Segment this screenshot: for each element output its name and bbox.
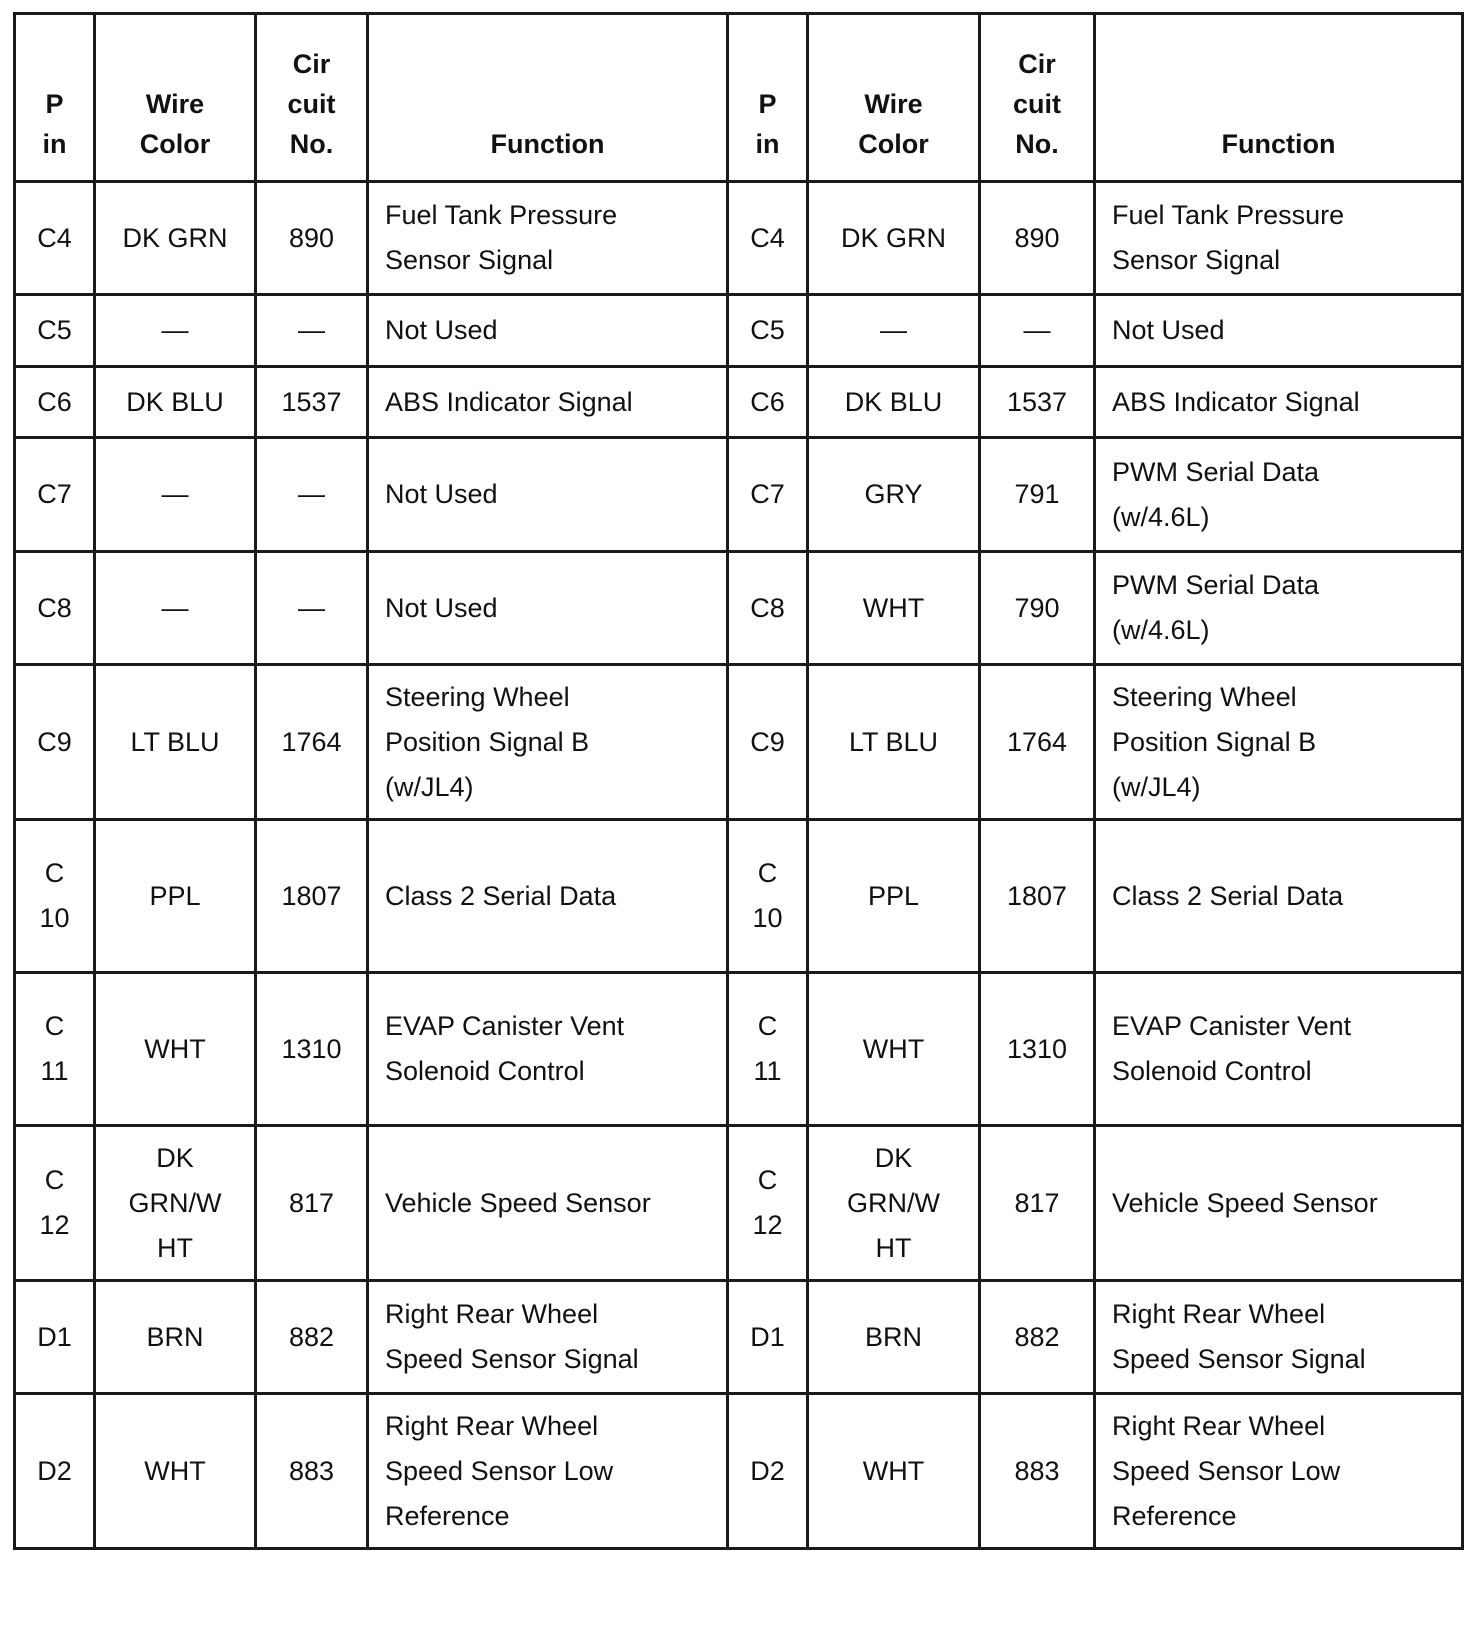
pin-cell-line: C	[44, 1011, 65, 1041]
wire-color-cell-line: DK BLU	[844, 386, 943, 417]
wire-color-cell	[808, 552, 980, 665]
header-row	[15, 14, 1463, 182]
function-cell-line: Not Used	[385, 479, 498, 509]
circuit-number-cell: 817	[980, 1126, 1095, 1281]
wire-color-cell	[95, 973, 256, 1126]
pin-cell	[15, 438, 95, 552]
pin-cell	[15, 1394, 95, 1549]
wire-color-cell-line: HT	[875, 1232, 912, 1263]
header-circuit-no: Cir cuit No.	[256, 14, 368, 182]
table-row	[15, 820, 1463, 973]
function-cell	[368, 1394, 728, 1549]
function-cell	[1095, 665, 1463, 820]
wire-color-cell	[808, 820, 980, 973]
pin-cell	[15, 552, 95, 665]
wire-color-cell	[95, 665, 256, 820]
wire-color-cell	[808, 367, 980, 438]
function-cell-line: Class 2 Serial Data	[1112, 880, 1344, 911]
wire-color-cell	[808, 973, 980, 1126]
pin-cell	[15, 182, 95, 295]
wire-color-cell	[95, 438, 256, 552]
function-cell	[1095, 295, 1463, 367]
circuit-number-cell: 1807	[256, 820, 368, 973]
circuit-number-cell: 882	[256, 1281, 368, 1394]
wire-color-cell-line: —	[880, 315, 907, 345]
wire-color-cell	[95, 1394, 256, 1549]
table-row	[15, 973, 1463, 1126]
table-row	[15, 1394, 1463, 1549]
wire-color-cell	[95, 820, 256, 973]
function-cell-line: Speed Sensor Signal	[385, 1344, 639, 1374]
circuit-number-cell: 1807	[980, 820, 1095, 973]
function-cell-line: (w/4.6L)	[1112, 501, 1210, 532]
pin-cell	[15, 820, 95, 973]
pin-cell-line: D1	[750, 1321, 785, 1352]
pin-cell-line: 11	[753, 1056, 782, 1086]
circuit-number-cell: 791	[980, 438, 1095, 552]
function-cell-line: (w/JL4)	[385, 771, 474, 802]
table-row	[15, 182, 1463, 295]
pin-cell-line: C7	[750, 479, 785, 509]
function-cell-line: Steering Wheel	[385, 681, 570, 712]
wire-color-cell	[808, 295, 980, 367]
function-cell	[1095, 367, 1463, 438]
circuit-number-cell: 882	[980, 1281, 1095, 1394]
pin-cell-line: C	[44, 858, 65, 888]
wire-color-cell-line: —	[161, 315, 189, 345]
function-cell-line: EVAP Canister Vent	[1112, 1011, 1352, 1041]
pin-cell	[15, 1126, 95, 1281]
circuit-number-cell: 1764	[980, 665, 1095, 820]
function-cell	[368, 438, 728, 552]
header-function: Function	[368, 14, 728, 182]
pin-cell	[728, 295, 808, 367]
circuit-number-cell: 817	[256, 1126, 368, 1281]
circuit-number-cell: —	[256, 438, 368, 552]
wire-color-cell-line: —	[161, 592, 189, 623]
wire-color-cell-line: DK BLU	[126, 386, 224, 417]
function-cell-line: Solenoid Control	[385, 1056, 585, 1086]
function-cell-line: Vehicle Speed Sensor	[385, 1187, 651, 1218]
function-cell-line: PWM Serial Data	[1112, 456, 1320, 487]
circuit-number-cell: 1537	[980, 367, 1095, 438]
function-cell-line: Position Signal B	[1112, 726, 1317, 757]
function-cell	[368, 367, 728, 438]
pin-cell-line: C6	[750, 386, 785, 417]
function-cell-line: Not Used	[385, 315, 498, 345]
circuit-number-cell: 890	[980, 182, 1095, 295]
pin-cell	[728, 1281, 808, 1394]
wire-color-cell-line: WHT	[144, 1455, 206, 1486]
pin-cell-line: 11	[40, 1056, 69, 1086]
function-cell-line: Fuel Tank Pressure	[385, 200, 618, 230]
pin-cell-line: 12	[39, 1210, 70, 1240]
function-cell-line: EVAP Canister Vent	[385, 1011, 625, 1041]
function-cell-line: Right Rear Wheel	[1112, 1299, 1326, 1329]
header-circuit-no: Cir cuit No.	[980, 14, 1095, 182]
table-row	[15, 552, 1463, 665]
function-cell-line: Sensor Signal	[1112, 245, 1281, 275]
wire-color-cell-line: GRN/W	[128, 1187, 222, 1218]
wire-color-cell	[95, 1281, 256, 1394]
function-cell-line: (w/4.6L)	[1112, 615, 1210, 645]
wire-color-cell	[95, 1126, 256, 1281]
pin-cell-line: C4	[37, 222, 72, 253]
wire-color-cell	[95, 295, 256, 367]
pin-cell	[15, 367, 95, 438]
wire-color-cell-line: LT BLU	[130, 726, 220, 757]
header-pin: P in	[728, 14, 808, 182]
function-cell	[1095, 1281, 1463, 1394]
wire-color-cell-line: PPL	[867, 880, 920, 911]
wire-color-cell-line: DK GRN	[840, 222, 946, 253]
pin-cell	[728, 973, 808, 1126]
pin-cell-line: C6	[37, 386, 72, 417]
function-cell-line: Right Rear Wheel	[385, 1410, 599, 1441]
table-row	[15, 1126, 1463, 1281]
pin-cell-line: C	[757, 1165, 778, 1195]
function-cell	[1095, 973, 1463, 1126]
function-cell	[368, 1126, 728, 1281]
pin-cell	[15, 973, 95, 1126]
wire-color-cell	[95, 367, 256, 438]
wire-color-cell-line: —	[161, 479, 189, 509]
pin-cell-line: C8	[750, 592, 785, 623]
table-row	[15, 438, 1463, 552]
table-row	[15, 367, 1463, 438]
pin-cell-line: C9	[750, 726, 785, 757]
circuit-number-cell: 1537	[256, 367, 368, 438]
function-cell-line: Speed Sensor Signal	[1112, 1344, 1366, 1374]
wire-color-cell	[808, 665, 980, 820]
table-row	[15, 295, 1463, 367]
wire-color-cell	[808, 438, 980, 552]
function-cell-line: Vehicle Speed Sensor	[1112, 1187, 1378, 1218]
wire-color-cell	[808, 1126, 980, 1281]
wire-color-cell-line: WHT	[144, 1033, 206, 1064]
wire-color-cell	[808, 182, 980, 295]
header-wire-color: Wire Color	[808, 14, 980, 182]
function-cell-line: Sensor Signal	[385, 245, 554, 275]
wire-color-cell-line: WHT	[862, 1033, 925, 1064]
pin-cell	[15, 665, 95, 820]
pin-cell	[728, 820, 808, 973]
header-function: Function	[1095, 14, 1463, 182]
pin-cell-line: D2	[750, 1455, 785, 1486]
function-cell-line: Not Used	[1112, 315, 1225, 345]
function-cell-line: Reference	[385, 1500, 510, 1531]
function-cell-line: Fuel Tank Pressure	[1112, 200, 1345, 230]
wire-color-cell-line: DK	[156, 1142, 194, 1173]
function-cell-line: Steering Wheel	[1112, 681, 1297, 712]
circuit-number-cell: 790	[980, 552, 1095, 665]
pin-cell-line: C7	[37, 479, 72, 509]
pin-cell-line: 10	[752, 903, 783, 933]
function-cell	[368, 552, 728, 665]
pin-cell-line: C	[757, 1011, 778, 1041]
function-cell	[1095, 438, 1463, 552]
circuit-number-cell: 883	[256, 1394, 368, 1549]
function-cell-line: ABS Indicator Signal	[385, 386, 633, 417]
function-cell	[1095, 552, 1463, 665]
wire-color-cell-line: DK	[874, 1142, 913, 1173]
circuit-number-cell: —	[256, 552, 368, 665]
wire-color-cell-line: WHT	[862, 1455, 925, 1486]
pin-cell-line: C5	[37, 315, 72, 345]
function-cell-line: Right Rear Wheel	[1112, 1410, 1326, 1441]
pin-cell	[15, 1281, 95, 1394]
pin-cell	[728, 182, 808, 295]
function-cell-line: Class 2 Serial Data	[385, 880, 617, 911]
function-cell	[1095, 820, 1463, 973]
function-cell-line: Speed Sensor Low	[1112, 1455, 1341, 1486]
function-cell-line: Solenoid Control	[1112, 1056, 1312, 1086]
function-cell	[368, 820, 728, 973]
pin-cell-line: C	[757, 858, 778, 888]
wire-color-cell	[808, 1281, 980, 1394]
wire-color-cell-line: LT BLU	[848, 726, 939, 757]
pin-cell-line: C5	[750, 315, 785, 345]
connector-pinout-document	[13, 12, 1464, 1550]
wire-color-cell-line: BRN	[864, 1321, 922, 1352]
pin-cell-line: C9	[37, 726, 72, 757]
function-cell	[1095, 182, 1463, 295]
wire-color-cell-line: HT	[157, 1232, 193, 1263]
table-row	[15, 1281, 1463, 1394]
pin-cell	[728, 552, 808, 665]
circuit-number-cell: —	[256, 295, 368, 367]
wire-color-cell-line: WHT	[862, 592, 925, 623]
header-wire-color: Wire Color	[95, 14, 256, 182]
header-pin: P in	[15, 14, 95, 182]
function-cell-line: Not Used	[385, 592, 498, 623]
pin-cell-line: D2	[37, 1455, 72, 1486]
function-cell-line: (w/JL4)	[1112, 771, 1201, 802]
function-cell-line: Right Rear Wheel	[385, 1299, 599, 1329]
pin-cell	[728, 1394, 808, 1549]
pin-cell-line: 10	[39, 903, 70, 933]
circuit-number-cell: 890	[256, 182, 368, 295]
wire-color-cell-line: BRN	[146, 1321, 204, 1352]
function-cell-line: ABS Indicator Signal	[1112, 386, 1360, 417]
table-body	[15, 182, 1463, 1549]
function-cell	[368, 295, 728, 367]
wire-color-cell-line: GRY	[864, 479, 923, 509]
function-cell	[1095, 1394, 1463, 1549]
pin-cell-line: C4	[750, 222, 785, 253]
function-cell-line: Speed Sensor Low	[385, 1455, 614, 1486]
wire-color-cell-line: DK GRN	[122, 222, 228, 253]
pinout-table	[13, 12, 1464, 1550]
table-row	[15, 665, 1463, 820]
function-cell-line: Position Signal B	[385, 726, 590, 757]
circuit-number-cell: 883	[980, 1394, 1095, 1549]
function-cell-line: Reference	[1112, 1500, 1237, 1531]
pin-cell-line: C8	[37, 592, 72, 623]
wire-color-cell-line: PPL	[149, 880, 201, 911]
function-cell	[368, 665, 728, 820]
circuit-number-cell: 1310	[256, 973, 368, 1126]
function-cell-line: PWM Serial Data	[1112, 570, 1320, 600]
wire-color-cell	[808, 1394, 980, 1549]
function-cell	[368, 1281, 728, 1394]
pin-cell-line: 12	[752, 1210, 783, 1240]
wire-color-cell	[95, 182, 256, 295]
pin-cell	[15, 295, 95, 367]
circuit-number-cell: 1764	[256, 665, 368, 820]
function-cell	[368, 973, 728, 1126]
circuit-number-cell: 1310	[980, 973, 1095, 1126]
pin-cell-line: D1	[37, 1321, 72, 1352]
pin-cell	[728, 1126, 808, 1281]
wire-color-cell-line: GRN/W	[847, 1187, 940, 1218]
pin-cell	[728, 665, 808, 820]
wire-color-cell	[95, 552, 256, 665]
pin-cell	[728, 438, 808, 552]
pin-cell-line: C	[44, 1165, 65, 1195]
pin-cell	[728, 367, 808, 438]
function-cell	[1095, 1126, 1463, 1281]
circuit-number-cell: —	[980, 295, 1095, 367]
function-cell	[368, 182, 728, 295]
